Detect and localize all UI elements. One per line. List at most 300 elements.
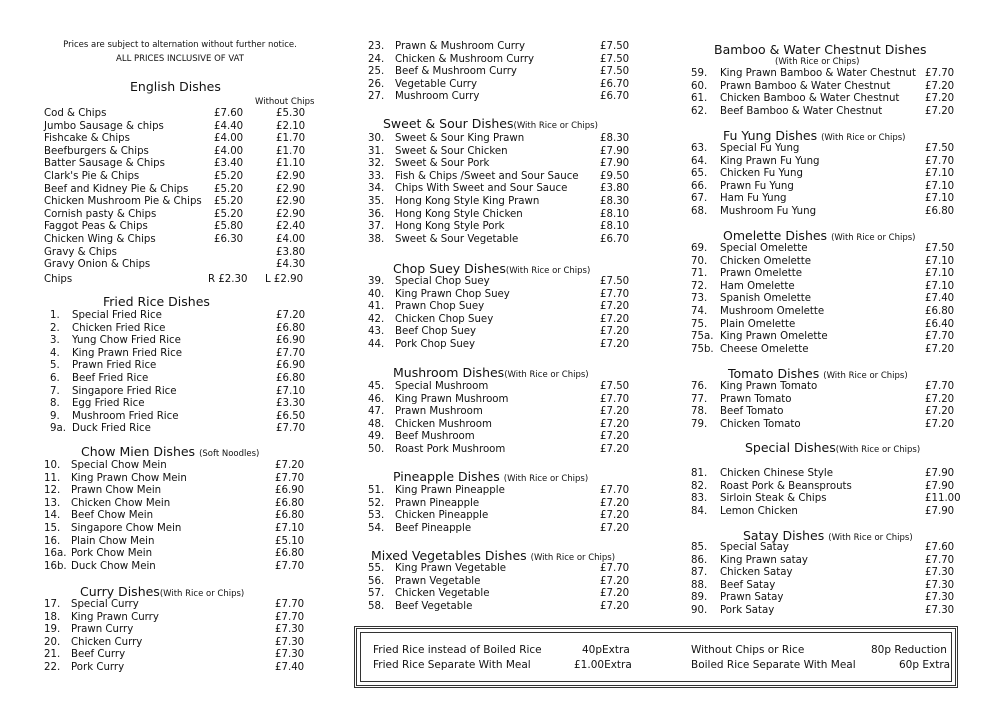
chop-suey-title-text: Chop Suey Dishes bbox=[393, 261, 506, 276]
item-number: 17. bbox=[44, 599, 61, 610]
item-price: £6.30 bbox=[214, 234, 244, 245]
item-price: £7.60 bbox=[925, 542, 955, 553]
extra-price-value: £1.00 bbox=[574, 659, 605, 671]
item-price-without-chips: £1.10 bbox=[276, 158, 306, 170]
item-name: Chicken Satay bbox=[720, 567, 793, 579]
item-name: Roast Pork Mushroom bbox=[395, 444, 506, 455]
item-name: Chicken Fu Yung bbox=[720, 168, 803, 180]
item-name: Clark's Pie & Chips bbox=[44, 171, 140, 182]
sweet-sour-title-text: Sweet & Sour Dishes bbox=[383, 116, 514, 131]
item-name: Beef Vegetable bbox=[395, 600, 473, 612]
item-price: £7.20 bbox=[925, 406, 955, 418]
item-name: Prawn Fried Rice bbox=[72, 360, 157, 372]
item-price: £8.30 bbox=[600, 133, 630, 144]
item-name: Singapore Chow Mein bbox=[71, 523, 182, 534]
extra-price bbox=[574, 659, 632, 671]
extra-label: Boiled Rice Separate With Meal bbox=[691, 659, 856, 671]
fu-yung-title-text: Fu Yung Dishes bbox=[723, 128, 818, 143]
extra-price-suffix: Extra bbox=[602, 644, 630, 656]
item-number: 55. bbox=[368, 563, 385, 574]
item-number: 53. bbox=[368, 510, 385, 522]
item-name: Beef Chop Suey bbox=[395, 326, 477, 338]
item-price-without-chips: £2.90 bbox=[276, 171, 306, 182]
item-price: £7.30 bbox=[925, 605, 955, 616]
item-name: Roast Pork & Beansprouts bbox=[720, 480, 852, 492]
item-price: £7.50 bbox=[600, 276, 630, 287]
item-price: £7.70 bbox=[600, 393, 630, 405]
item-name: Beef Tomato bbox=[720, 406, 784, 418]
item-number: 39. bbox=[368, 276, 385, 287]
item-price: £6.80 bbox=[276, 322, 306, 334]
item-number: 57. bbox=[368, 588, 385, 600]
vat-note: ALL PRICES INCLUSIVE OF VAT bbox=[116, 54, 244, 64]
item-number: 31. bbox=[368, 145, 385, 157]
item-name: Gravy Onion & Chips bbox=[44, 259, 151, 271]
chips-large-price: L £2.90 bbox=[265, 274, 304, 285]
item-price: £7.90 bbox=[600, 145, 630, 157]
item-price: £6.80 bbox=[925, 206, 955, 217]
item-number: 65. bbox=[691, 168, 708, 180]
extra-price bbox=[582, 644, 630, 656]
omelette-title bbox=[723, 228, 915, 243]
item-number: 41. bbox=[368, 301, 385, 313]
item-number: 82. bbox=[691, 480, 708, 492]
mushroom-title-text: Mushroom Dishes bbox=[393, 365, 505, 380]
item-name: Special Chop Suey bbox=[395, 276, 490, 287]
sweet-sour-note: (With Rice or Chips) bbox=[513, 121, 598, 131]
item-price-without-chips: £2.90 bbox=[276, 183, 306, 195]
item-number: 5. bbox=[50, 360, 60, 372]
item-price: £7.10 bbox=[925, 193, 955, 205]
item-price: £7.20 bbox=[600, 497, 630, 509]
item-price-without-chips: £4.00 bbox=[276, 234, 306, 245]
item-number: 90. bbox=[691, 605, 708, 616]
item-name: Beef Fried Rice bbox=[72, 373, 149, 384]
item-number: 12. bbox=[44, 485, 61, 497]
item-price: £7.20 bbox=[600, 522, 630, 534]
item-number: 59. bbox=[691, 68, 708, 79]
item-price: £6.80 bbox=[925, 306, 955, 317]
item-name: Chicken Fried Rice bbox=[72, 322, 166, 334]
item-price: £7.70 bbox=[600, 288, 630, 300]
item-price: £7.30 bbox=[275, 649, 305, 661]
item-name: King Prawn Chop Suey bbox=[395, 288, 510, 300]
chips-regular-price: R £2.30 bbox=[208, 274, 248, 285]
item-name: Plain Omelette bbox=[720, 318, 796, 330]
item-number: 66. bbox=[691, 180, 708, 192]
item-price: £6.80 bbox=[275, 510, 305, 522]
item-name: Special Omelette bbox=[720, 243, 808, 254]
item-name: Sirloin Steak & Chips bbox=[720, 493, 827, 505]
item-name: King Prawn satay bbox=[720, 554, 808, 566]
item-number: 62. bbox=[691, 105, 708, 117]
item-name: Lemon Chicken bbox=[720, 505, 798, 517]
item-name: Prawn Omelette bbox=[720, 268, 802, 280]
item-number: 58. bbox=[368, 600, 385, 612]
item-price: £7.30 bbox=[925, 592, 955, 604]
item-name: Special Mushroom bbox=[395, 381, 489, 392]
item-price: £6.90 bbox=[276, 360, 306, 372]
item-number: 42. bbox=[368, 313, 385, 325]
item-price: £3.30 bbox=[276, 398, 306, 410]
item-number: 63. bbox=[691, 143, 708, 154]
pineapple-note: (With Rice or Chips) bbox=[503, 474, 589, 484]
item-price: £7.70 bbox=[925, 554, 955, 566]
item-name: Mushroom Fu Yung bbox=[720, 206, 817, 217]
item-number: 6. bbox=[50, 373, 60, 384]
extras-box bbox=[354, 626, 958, 688]
item-number: 33. bbox=[368, 170, 385, 182]
mixed-veg-note: (With Rice or Chips) bbox=[530, 553, 616, 563]
item-name: King Prawn Pineapple bbox=[395, 485, 505, 496]
item-name: Vegetable Curry bbox=[395, 78, 478, 90]
item-name: King Prawn Fried Rice bbox=[72, 347, 182, 359]
item-number: 64. bbox=[691, 155, 708, 167]
item-number: 32. bbox=[368, 158, 385, 170]
item-price: £7.10 bbox=[276, 385, 306, 397]
item-number: 83. bbox=[691, 493, 708, 505]
item-number: 46. bbox=[368, 393, 385, 405]
item-price: £6.70 bbox=[600, 91, 630, 103]
item-price-without-chips: £1.70 bbox=[276, 133, 306, 145]
item-name: Pork Curry bbox=[71, 662, 125, 673]
item-name: Mushroom Omelette bbox=[720, 306, 825, 317]
item-number: 71. bbox=[691, 268, 708, 280]
item-name: Special Fried Rice bbox=[72, 310, 162, 321]
item-price: £3.40 bbox=[214, 158, 244, 170]
extra-price-value: 80p bbox=[871, 644, 892, 656]
special-title-text: Special Dishes bbox=[745, 440, 836, 455]
satay-title bbox=[743, 528, 913, 543]
item-price: £4.00 bbox=[214, 133, 244, 145]
item-number: 25. bbox=[368, 66, 385, 78]
item-number: 3. bbox=[50, 335, 60, 347]
item-name: Singapore Fried Rice bbox=[72, 385, 177, 397]
item-price-without-chips: £2.90 bbox=[276, 196, 306, 208]
omelette-title-text: Omelette Dishes bbox=[723, 228, 828, 243]
item-number: 51. bbox=[368, 485, 385, 496]
item-price: £7.30 bbox=[925, 579, 955, 591]
item-price: £7.20 bbox=[925, 80, 955, 92]
item-price: £7.70 bbox=[275, 472, 305, 484]
omelette-note: (With Rice or Chips) bbox=[831, 233, 916, 243]
item-number: 44. bbox=[368, 339, 385, 350]
extra-price bbox=[871, 644, 947, 656]
item-number: 70. bbox=[691, 255, 708, 267]
item-price: £7.50 bbox=[925, 243, 955, 254]
item-price: £3.80 bbox=[600, 183, 630, 195]
item-price: £7.20 bbox=[600, 575, 630, 587]
chow-mien-title bbox=[81, 444, 259, 459]
item-name: Prawn & Mushroom Curry bbox=[395, 41, 526, 52]
item-price: £7.20 bbox=[600, 510, 630, 522]
item-price: £7.50 bbox=[925, 143, 955, 154]
item-number: 16b. bbox=[44, 560, 67, 572]
item-name: Hong Kong Style King Prawn bbox=[395, 196, 540, 207]
item-name: Prawn Fu Yung bbox=[720, 180, 794, 192]
item-price: £9.50 bbox=[600, 170, 630, 182]
item-name: Prawn Tomato bbox=[720, 393, 792, 405]
item-name: Mushroom Fried Rice bbox=[72, 410, 179, 422]
item-number: 34. bbox=[368, 183, 385, 195]
item-name: Duck Chow Mein bbox=[71, 560, 156, 572]
item-price: £7.50 bbox=[600, 381, 630, 392]
item-number: 77. bbox=[691, 393, 708, 405]
pineapple-title-text: Pineapple Dishes bbox=[393, 469, 500, 484]
item-price: £7.30 bbox=[275, 624, 305, 636]
mushroom-title bbox=[393, 365, 589, 380]
item-name: Ham Omelette bbox=[720, 280, 795, 292]
item-price: £7.50 bbox=[600, 41, 630, 52]
item-number: 24. bbox=[368, 53, 385, 65]
item-number: 48. bbox=[368, 418, 385, 430]
item-name: Prawn Chop Suey bbox=[395, 301, 485, 313]
item-number: 75a. bbox=[691, 331, 714, 343]
item-price: £4.40 bbox=[214, 120, 244, 132]
item-number: 30. bbox=[368, 133, 385, 144]
item-price: £7.20 bbox=[925, 105, 955, 117]
item-number: 54. bbox=[368, 522, 385, 534]
item-name: Cornish pasty & Chips bbox=[44, 208, 157, 220]
item-price: £5.20 bbox=[214, 208, 244, 220]
item-name: Sweet & Sour Pork bbox=[395, 158, 490, 170]
item-number: 20. bbox=[44, 636, 61, 648]
item-price: £7.90 bbox=[925, 505, 955, 517]
item-name: Fish & Chips /Sweet and Sour Sauce bbox=[395, 170, 579, 182]
item-number: 81. bbox=[691, 468, 708, 479]
item-price: £7.70 bbox=[275, 611, 305, 623]
item-number: 69. bbox=[691, 243, 708, 254]
item-number: 56. bbox=[368, 575, 385, 587]
bamboo-note: (With Rice or Chips) bbox=[775, 57, 860, 67]
item-number: 67. bbox=[691, 193, 708, 205]
item-price: £7.20 bbox=[600, 339, 630, 350]
item-number: 45. bbox=[368, 381, 385, 392]
item-price: £7.70 bbox=[275, 599, 305, 610]
item-price: £5.80 bbox=[214, 221, 244, 233]
item-price: £7.20 bbox=[600, 431, 630, 443]
item-number: 38. bbox=[368, 233, 385, 245]
chow-mien-note: (Soft Noodles) bbox=[199, 449, 260, 459]
item-name: Beefburgers & Chips bbox=[44, 145, 149, 157]
item-number: 4. bbox=[50, 347, 60, 359]
fried-rice-title: Fried Rice Dishes bbox=[103, 294, 210, 309]
item-price: £7.70 bbox=[600, 563, 630, 574]
item-number: 21. bbox=[44, 649, 61, 661]
item-price: £5.20 bbox=[214, 171, 244, 182]
item-price: £7.50 bbox=[600, 53, 630, 65]
item-price: £7.70 bbox=[276, 423, 306, 435]
item-price: £7.10 bbox=[925, 180, 955, 192]
item-price: £7.70 bbox=[925, 155, 955, 167]
item-price: £7.20 bbox=[925, 343, 955, 355]
item-price: £6.70 bbox=[600, 233, 630, 245]
item-price: £7.10 bbox=[925, 280, 955, 292]
item-price: £7.70 bbox=[925, 331, 955, 343]
tomato-note: (With Rice or Chips) bbox=[823, 371, 908, 381]
item-price-without-chips: £3.80 bbox=[276, 246, 306, 258]
item-number: 14. bbox=[44, 510, 61, 522]
item-number: 76. bbox=[691, 381, 708, 392]
item-number: 89. bbox=[691, 592, 708, 604]
item-name: Beef Chow Mein bbox=[71, 510, 154, 522]
item-number: 23. bbox=[368, 41, 385, 52]
without-chips-label: Without Chips bbox=[255, 97, 315, 107]
item-number: 16. bbox=[44, 535, 61, 547]
item-price: £7.20 bbox=[600, 444, 630, 455]
item-number: 1. bbox=[50, 310, 60, 321]
item-name: Chicken Wing & Chips bbox=[44, 234, 156, 245]
item-name: Cod & Chips bbox=[44, 108, 107, 119]
item-name: Yung Chow Fried Rice bbox=[72, 335, 181, 347]
fu-yung-title bbox=[723, 128, 906, 143]
item-number: 73. bbox=[691, 293, 708, 305]
item-name: Beef Curry bbox=[71, 649, 126, 661]
item-name: Beef Satay bbox=[720, 579, 776, 591]
item-name: King Prawn Vegetable bbox=[395, 563, 507, 574]
item-name: Duck Fried Rice bbox=[72, 423, 151, 435]
item-price: £5.20 bbox=[214, 183, 244, 195]
item-number: 88. bbox=[691, 579, 708, 591]
item-price: £4.00 bbox=[214, 145, 244, 157]
item-price: £7.40 bbox=[275, 662, 305, 673]
item-number: 85. bbox=[691, 542, 708, 553]
item-name: Plain Chow Mein bbox=[71, 535, 155, 547]
item-number: 50. bbox=[368, 444, 385, 455]
special-note: (With Rice or Chips) bbox=[835, 445, 921, 455]
item-name: King Prawn Tomato bbox=[720, 381, 818, 392]
item-number: 11. bbox=[44, 472, 61, 484]
item-number: 84. bbox=[691, 505, 708, 517]
item-price: £6.90 bbox=[275, 485, 305, 497]
item-number: 75. bbox=[691, 318, 708, 330]
extra-price-suffix: Extra bbox=[604, 659, 632, 671]
item-name: Ham Fu Yung bbox=[720, 193, 787, 205]
item-name: Chicken Mushroom bbox=[395, 418, 492, 430]
item-name: King Prawn Omelette bbox=[720, 331, 828, 343]
item-price: £7.90 bbox=[600, 158, 630, 170]
item-price: £7.20 bbox=[600, 301, 630, 313]
item-number: 15. bbox=[44, 523, 61, 534]
item-name: Prawn Mushroom bbox=[395, 406, 483, 418]
item-number: 49. bbox=[368, 431, 385, 443]
extra-label: Fried Rice Separate With Meal bbox=[373, 659, 531, 671]
item-number: 78. bbox=[691, 406, 708, 418]
item-name: Pork Chow Mein bbox=[71, 548, 153, 560]
item-price-without-chips: £2.90 bbox=[276, 208, 306, 220]
price-note: Prices are subject to alternation without further notice. bbox=[63, 40, 297, 50]
item-name: Chicken Tomato bbox=[720, 418, 801, 430]
item-price: £7.20 bbox=[600, 418, 630, 430]
item-price: £6.70 bbox=[600, 78, 630, 90]
item-name: Special Chow Mein bbox=[71, 460, 167, 471]
item-name: Gravy & Chips bbox=[44, 246, 117, 258]
item-price-without-chips: £5.30 bbox=[276, 108, 306, 119]
item-price: £7.70 bbox=[600, 485, 630, 496]
extra-label: Fried Rice instead of Boiled Rice bbox=[373, 644, 542, 656]
item-name: Batter Sausage & Chips bbox=[44, 158, 165, 170]
item-number: 26. bbox=[368, 78, 385, 90]
item-name: Chicken Chop Suey bbox=[395, 313, 494, 325]
item-price: £6.90 bbox=[276, 335, 306, 347]
item-name: Beef & Mushroom Curry bbox=[395, 66, 517, 78]
item-number: 36. bbox=[368, 208, 385, 220]
fu-yung-note: (With Rice or Chips) bbox=[821, 133, 906, 143]
item-price: £7.20 bbox=[600, 326, 630, 338]
item-price: £7.40 bbox=[925, 293, 955, 305]
item-name: Chicken Omelette bbox=[720, 255, 812, 267]
extra-price-suffix: Extra bbox=[922, 659, 951, 671]
item-price: £7.50 bbox=[600, 66, 630, 78]
special-title bbox=[745, 440, 920, 455]
item-name: Prawn Bamboo & Water Chestnut bbox=[720, 80, 891, 92]
item-price: £7.10 bbox=[925, 268, 955, 280]
chop-suey-note: (With Rice or Chips) bbox=[505, 266, 591, 276]
item-name: Cheese Omelette bbox=[720, 343, 809, 355]
item-price: £7.60 bbox=[214, 108, 244, 119]
item-price: £5.10 bbox=[275, 535, 305, 547]
item-number: 2. bbox=[50, 322, 60, 334]
item-price: £6.40 bbox=[925, 318, 955, 330]
item-name: Special Satay bbox=[720, 542, 789, 553]
chips-row bbox=[44, 274, 314, 287]
item-name: Prawn Pineapple bbox=[395, 497, 480, 509]
item-number: 87. bbox=[691, 567, 708, 579]
item-name: Chicken Bamboo & Water Chestnut bbox=[720, 93, 900, 105]
item-name: Beef Bamboo & Water Chestnut bbox=[720, 105, 883, 117]
item-number: 47. bbox=[368, 406, 385, 418]
item-price: £11.00 bbox=[925, 493, 961, 505]
item-number: 72. bbox=[691, 280, 708, 292]
item-name: Chicken Pineapple bbox=[395, 510, 489, 522]
item-price: £6.80 bbox=[276, 373, 306, 384]
item-price: £7.10 bbox=[925, 255, 955, 267]
item-name: Faggot Peas & Chips bbox=[44, 221, 148, 233]
item-price: £7.70 bbox=[276, 347, 306, 359]
item-number: 18. bbox=[44, 611, 61, 623]
item-name: Hong Kong Style Pork bbox=[395, 221, 505, 233]
item-number: 8. bbox=[50, 398, 60, 410]
item-name: Jumbo Sausage & chips bbox=[44, 120, 164, 132]
item-price: £7.90 bbox=[925, 468, 955, 479]
mixed-veg-title-text: Mixed Vegetables Dishes bbox=[371, 548, 527, 563]
item-number: 40. bbox=[368, 288, 385, 300]
item-price: £6.80 bbox=[275, 548, 305, 560]
item-name: Sweet & Sour Chicken bbox=[395, 145, 508, 157]
chow-mien-title-text: Chow Mien Dishes bbox=[81, 444, 196, 459]
item-price: £7.10 bbox=[925, 168, 955, 180]
item-name: Chicken & Mushroom Curry bbox=[395, 53, 535, 65]
item-number: 9a. bbox=[50, 423, 66, 435]
sweet-sour-title bbox=[383, 116, 598, 131]
item-name: Prawn Curry bbox=[71, 624, 134, 636]
item-number: 68. bbox=[691, 206, 708, 217]
extras-box-inner bbox=[360, 632, 952, 682]
item-price-without-chips: £2.40 bbox=[276, 221, 306, 233]
item-name: King Prawn Chow Mein bbox=[71, 472, 187, 484]
item-name: Chicken Chow Mein bbox=[71, 497, 171, 509]
item-name: Pork Chop Suey bbox=[395, 339, 476, 350]
item-number: 19. bbox=[44, 624, 61, 636]
item-number: 60. bbox=[691, 80, 708, 92]
item-price: £7.70 bbox=[925, 381, 955, 392]
item-price: £7.70 bbox=[275, 560, 305, 572]
item-name: Beef Pineapple bbox=[395, 522, 472, 534]
item-price: £6.80 bbox=[275, 497, 305, 509]
item-name: Prawn Satay bbox=[720, 592, 784, 604]
item-price: £7.20 bbox=[925, 93, 955, 105]
item-name: Chicken Chinese Style bbox=[720, 468, 834, 479]
